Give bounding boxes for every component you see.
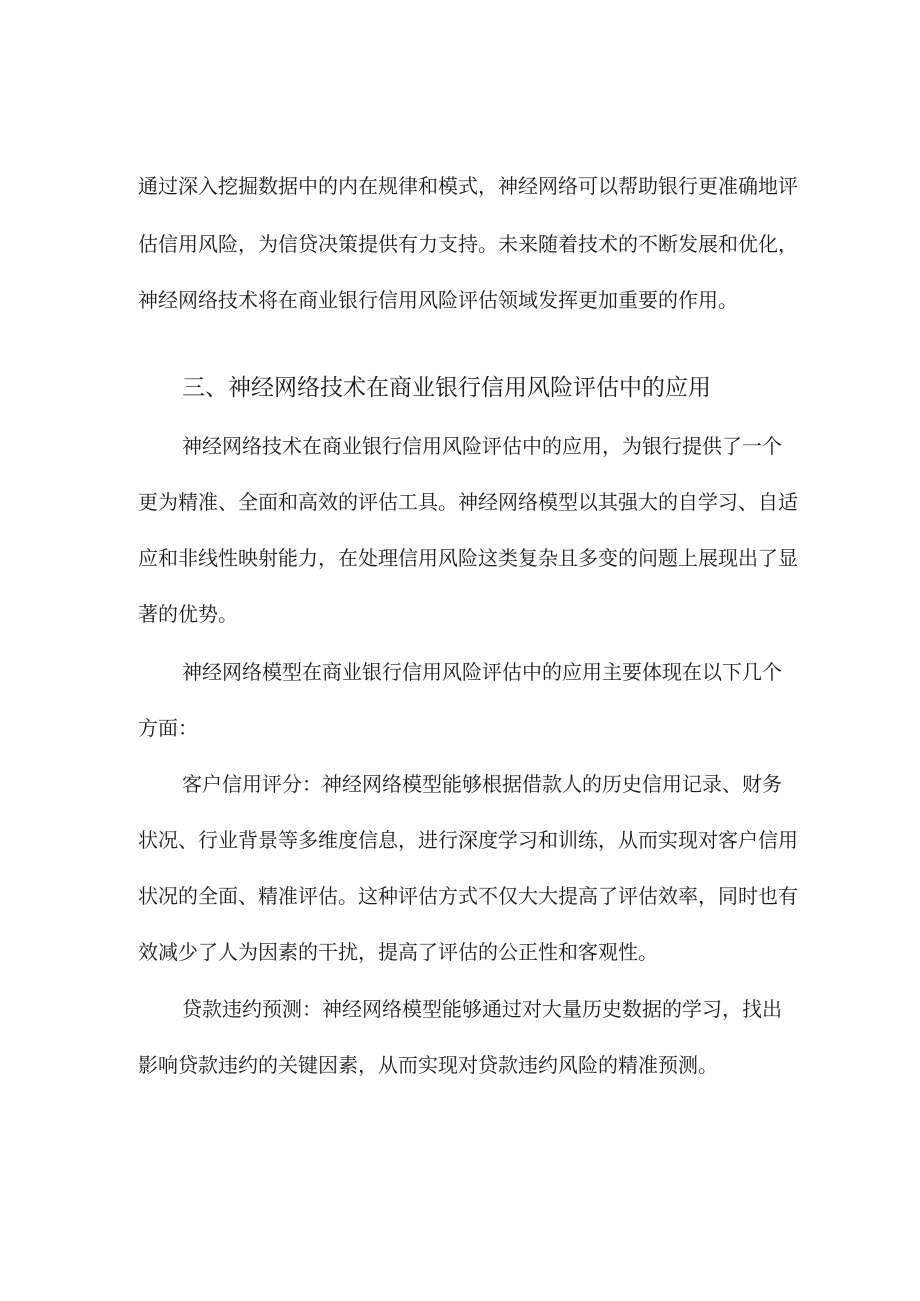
text-line: 著的优势。 bbox=[138, 602, 238, 626]
heading-line: 三、神经网络技术在商业银行信用风险评估中的应用 bbox=[182, 375, 711, 401]
text-line: 贷款违约预测：神经网络模型能够通过对大量历史数据的学习，找出 bbox=[182, 997, 782, 1021]
text-line: 客户信用评分：神经网络模型能够根据借款人的历史信用记录、财务 bbox=[182, 772, 782, 796]
text-line: 神经网络技术在商业银行信用风险评估中的应用，为银行提供了一个 bbox=[182, 434, 782, 458]
text-line: 状况、行业背景等多维度信息，进行深度学习和训练，从而实现对客户信用 bbox=[138, 828, 798, 852]
text-line: 估信用风险，为信贷决策提供有力支持。未来随着技术的不断发展和优化， bbox=[138, 232, 798, 256]
text-line: 神经网络模型在商业银行信用风险评估中的应用主要体现在以下几个 bbox=[182, 660, 782, 684]
text-line: 状况的全面、精准评估。这种评估方式不仅大大提高了评估效率，同时也有 bbox=[138, 884, 798, 908]
text-line: 更为精准、全面和高效的评估工具。神经网络模型以其强大的自学习、自适 bbox=[138, 490, 798, 514]
text-line: 应和非线性映射能力，在处理信用风险这类复杂且多变的问题上展现出了显 bbox=[138, 546, 798, 570]
text-line: 方面： bbox=[138, 716, 198, 740]
text-line: 神经网络技术将在商业银行信用风险评估领域发挥更加重要的作用。 bbox=[138, 288, 738, 312]
text-line: 效减少了人为因素的干扰，提高了评估的公正性和客观性。 bbox=[138, 940, 658, 964]
text-line: 影响贷款违约的关键因素，从而实现对贷款违约风险的精准预测。 bbox=[138, 1053, 718, 1077]
text-line: 通过深入挖掘数据中的内在规律和模式，神经网络可以帮助银行更准确地评 bbox=[138, 174, 798, 198]
